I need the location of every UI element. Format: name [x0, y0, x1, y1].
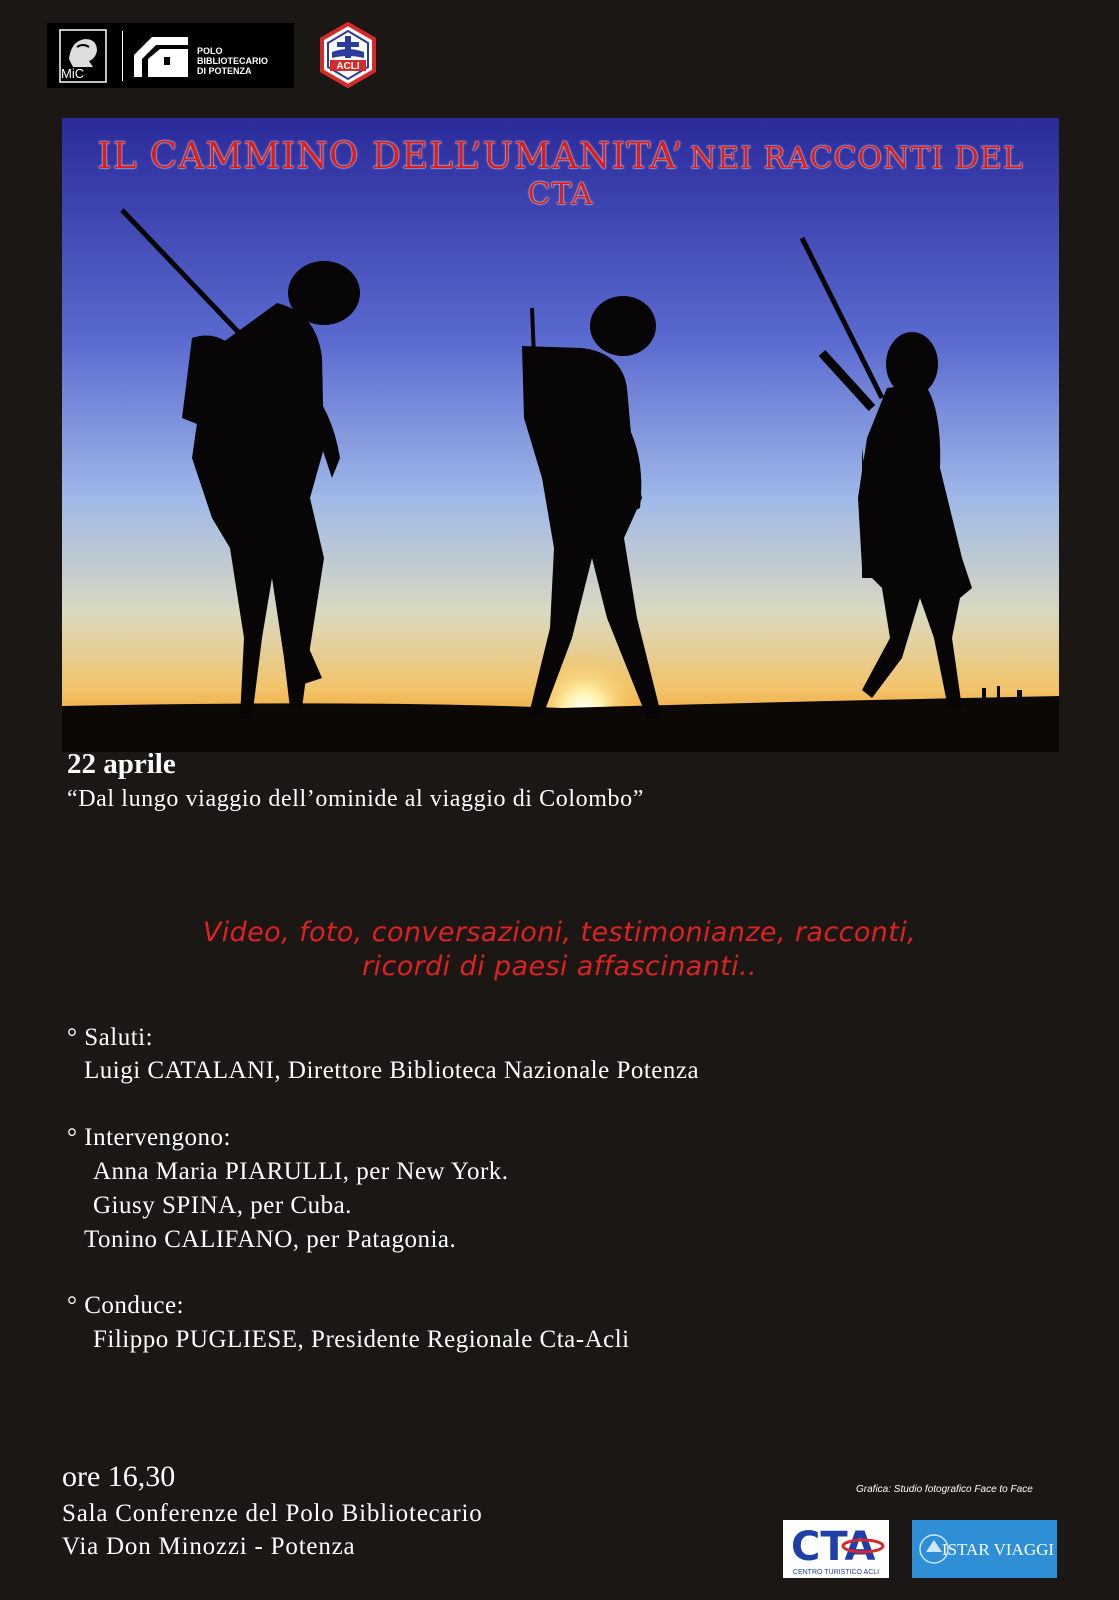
- cta-logo: [783, 1520, 889, 1578]
- istar-viaggi-logo: [912, 1520, 1057, 1578]
- event-subtitle: “Dal lungo viaggio dell’ominide al viaggio di Colombo”: [67, 786, 644, 812]
- polo-line-1: POLO: [197, 46, 223, 56]
- program-conduce-heading: ° Conduce:: [67, 1292, 185, 1319]
- logo-divider: [122, 31, 123, 81]
- program-speaker-2: Giusy SPINA, per Cuba.: [93, 1192, 352, 1219]
- graphics-credit: Grafica: Studio fotografico Face to Face: [856, 1484, 1033, 1495]
- mic-polo-logo: [47, 23, 294, 88]
- program-host: Filippo PUGLIESE, Presidente Regionale Cta-Acli: [93, 1326, 630, 1353]
- program-saluti-speaker: Luigi CATALANI, Direttore Biblioteca Nazionale Potenza: [84, 1057, 700, 1084]
- event-time: ore 16,30: [62, 1460, 176, 1493]
- tagline-line-1: Video, foto, conversazioni, testimonianze, racconti,: [202, 917, 917, 948]
- cta-logo-subtitle: CENTRO TURISTICO ACLI: [792, 1569, 880, 1576]
- library-building-icon: [130, 31, 192, 81]
- poster-title: [62, 136, 1059, 212]
- tagline: [0, 916, 1119, 984]
- venue-name: Sala Conferenze del Polo Bibliotecario: [62, 1500, 483, 1527]
- acli-label: ACLI: [336, 61, 360, 72]
- acli-logo: [318, 22, 378, 88]
- event-date: 22 aprile: [67, 748, 176, 780]
- cta-logo-text: CTA: [791, 1524, 876, 1570]
- title-part-1: IL CAMMINO DELL’UMANITA’: [97, 136, 684, 177]
- sunset-silhouette-image: [62, 118, 1059, 752]
- polo-bibliotecario-label: [197, 46, 268, 76]
- venue-address: Via Don Minozzi - Potenza: [62, 1533, 356, 1560]
- program-saluti-heading: ° Saluti:: [67, 1024, 154, 1051]
- polo-line-2: BIBLIOTECARIO: [197, 56, 268, 66]
- program-intervengono-heading: ° Intervengono:: [67, 1124, 231, 1151]
- polo-line-3: DI POTENZA: [197, 66, 252, 76]
- program-speaker-1: Anna Maria PIARULLI, per New York.: [93, 1158, 509, 1185]
- program-speaker-3: Tonino CALIFANO, per Patagonia.: [84, 1226, 457, 1253]
- title-part-2: NEI RACCONTI DEL CTA: [527, 141, 1024, 212]
- tagline-line-2: ricordi di paesi affascinanti..: [362, 951, 757, 982]
- istar-logo-text: ISTAR VIAGGI: [941, 1540, 1055, 1559]
- mic-label: MiC: [61, 66, 85, 81]
- hero-photo: [62, 118, 1059, 752]
